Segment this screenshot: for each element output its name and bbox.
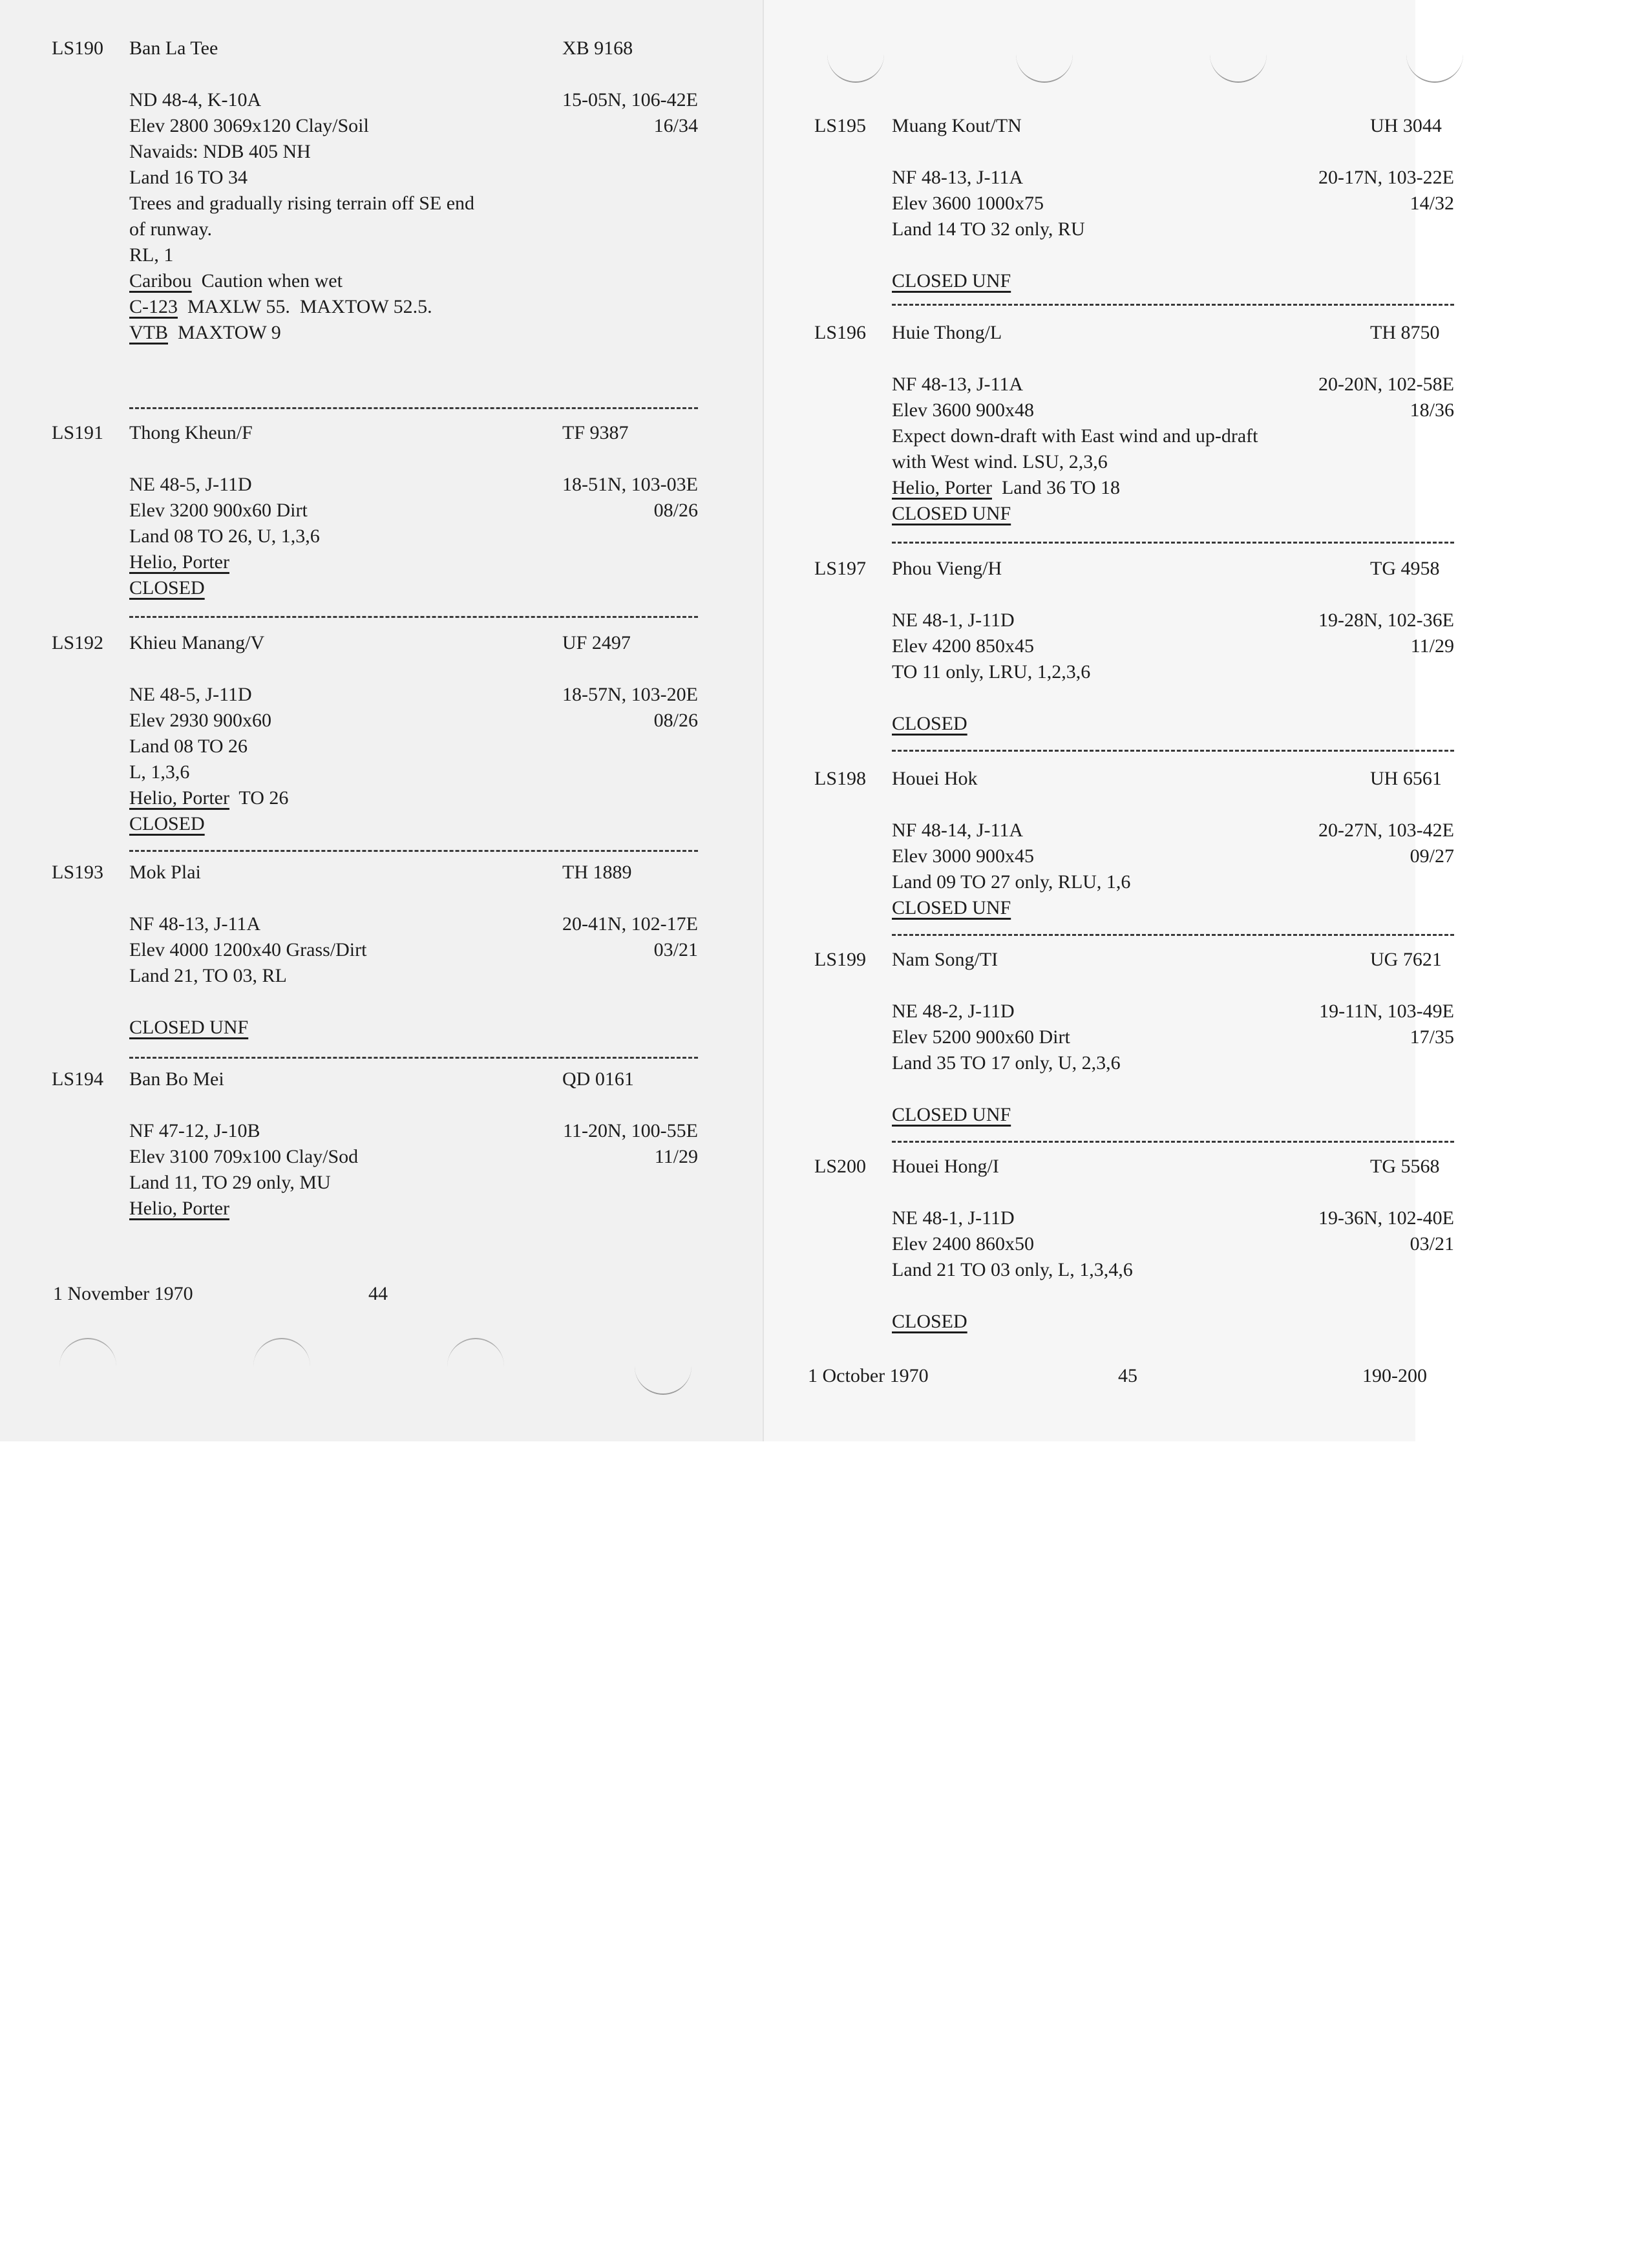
line-tail-text: Caution when wet [191,270,343,291]
right-column-value: 17/35 [1410,1026,1454,1048]
entry-line [892,1283,1454,1309]
underlined-text: Helio, Porter [892,477,992,498]
right-column-value: 16/34 [653,115,698,136]
entry-line [129,472,698,498]
entry-line [129,1196,698,1222]
site-name: Houei Hok [892,768,978,789]
entry-line [129,320,698,346]
underlined-text: CLOSED [129,813,205,834]
dashed-separator [129,616,698,618]
line-text: ND 48-4, K-10A [129,89,262,111]
entry-line [129,989,698,1015]
site-name: Thong Kheun/F [129,422,253,443]
entry-line [892,1102,1454,1128]
entry-line [892,869,1454,895]
right-column-value: 11-20N, 100-55E [563,1120,698,1141]
dashed-separator [129,407,698,409]
line-text: Elev 5200 900x60 Dirt [892,1026,1070,1048]
right-column-value: 18-57N, 103-20E [562,684,698,705]
site-id: LS199 [814,949,867,970]
line-text: Elev 2800 3069x120 Clay/Soil [129,115,369,136]
entry-line [892,685,1454,711]
site-name: Mok Plai [129,862,201,883]
grid-reference: TG 4958 [1370,558,1440,579]
entry-line [129,139,698,165]
line-text: Land 21, TO 03, RL [129,965,287,986]
entry-line [892,818,1454,843]
entry-line [892,423,1454,449]
grid-reference: QD 0161 [562,1068,634,1090]
right-column-value: 18/36 [1410,399,1454,421]
line-text: Elev 4000 1200x40 Grass/Dirt [129,939,367,960]
right-column-value: 08/26 [653,710,698,731]
entry-line [129,575,698,601]
airstrip-entry-ls194 [52,1066,698,1219]
site-name: Muang Kout/TN [892,115,1022,136]
line-text: with West wind. LSU, 2,3,6 [892,451,1108,472]
right-column-value: 09/27 [1410,845,1454,867]
line-text: NE 48-2, J-11D [892,1001,1015,1022]
line-text: NF 48-14, J-11A [892,820,1024,841]
entry-line [129,498,698,524]
line-text: NE 48-1, J-11D [892,609,1015,631]
line-tail-text: Land 36 TO 18 [991,477,1121,498]
dashed-separator [129,850,698,852]
line-tail-text: MAXLW 55. MAXTOW 52.5. [178,296,432,317]
entry-line [129,811,698,837]
airstrip-entry-ls199 [814,947,1454,1125]
line-text: Land 09 TO 27 only, RLU, 1,6 [892,871,1131,893]
entry-line [129,937,698,963]
entry-line [892,711,1454,737]
airstrip-entry-ls200 [814,1154,1454,1332]
line-text: Elev 3100 709x100 Clay/Sod [129,1146,359,1167]
entry-line [892,217,1454,242]
entry-line [892,191,1454,217]
entry-line [892,242,1454,268]
entry-line [892,372,1454,397]
grid-reference: TH 8750 [1370,322,1440,343]
dashed-separator [892,934,1454,936]
entry-line [892,1024,1454,1050]
airstrip-entry-ls193 [52,860,698,1038]
grid-reference: UG 7621 [1370,949,1442,970]
entry-line [892,165,1454,191]
grid-reference: UF 2497 [562,632,631,653]
underlined-text: Caribou [129,270,192,291]
right-column-value: 19-36N, 102-40E [1318,1207,1454,1229]
line-text: Land 08 TO 26, U, 1,3,6 [129,525,320,547]
entry-line [892,633,1454,659]
grid-reference: TG 5568 [1370,1156,1440,1177]
underlined-text: CLOSED UNF [892,270,1011,291]
entry-line [892,475,1454,501]
line-text: Elev 3600 900x48 [892,399,1034,421]
dashed-separator [892,304,1454,306]
line-text: RL, 1 [129,244,174,266]
entry-line [892,501,1454,527]
line-text: Elev 2400 860x50 [892,1233,1034,1255]
line-text: NF 47-12, J-10B [129,1120,260,1141]
underlined-text: CLOSED UNF [129,1017,249,1038]
site-id: LS190 [52,37,104,59]
entry-line [892,1257,1454,1283]
site-name: Huie Thong/L [892,322,1002,343]
line-text: Elev 3000 900x45 [892,845,1034,867]
line-text: Land 21 TO 03 only, L, 1,3,4,6 [892,1259,1133,1280]
underlined-text: Helio, Porter [129,1198,229,1219]
line-text: Land 08 TO 26 [129,736,248,757]
entry-line [129,165,698,191]
entry-line [892,895,1454,921]
line-text: Elev 3600 1000x75 [892,193,1044,214]
entry-line [129,708,698,734]
right-column-value: 20-27N, 103-42E [1318,820,1454,841]
grid-reference: TH 1889 [562,862,632,883]
site-name: Ban Bo Mei [129,1068,224,1090]
underlined-text: CLOSED [892,1311,967,1332]
site-id: LS198 [814,768,867,789]
site-id: LS200 [814,1156,867,1177]
line-text: Elev 3200 900x60 Dirt [129,500,308,521]
site-name: Houei Hong/I [892,1156,999,1177]
grid-reference: UH 3044 [1370,115,1442,136]
underlined-text: CLOSED UNF [892,1104,1011,1125]
line-text: Trees and gradually rising terrain off SE end [129,193,475,214]
right-column-value: 19-28N, 102-36E [1318,609,1454,631]
entry-line [892,1231,1454,1257]
site-name: Khieu Manang/V [129,632,265,653]
line-text: NE 48-1, J-11D [892,1207,1015,1229]
line-text: TO 11 only, LRU, 1,2,3,6 [892,661,1091,683]
line-text: Navaids: NDB 405 NH [129,141,311,162]
site-id: LS191 [52,422,104,443]
entry-line [129,759,698,785]
underlined-text: Helio, Porter [129,787,229,809]
line-text: Land 35 TO 17 only, U, 2,3,6 [892,1052,1121,1074]
site-name: Phou Vieng/H [892,558,1002,579]
entry-line [129,734,698,759]
site-id: LS192 [52,632,104,653]
dashed-separator [892,1141,1454,1143]
line-text: NE 48-5, J-11D [129,684,252,705]
entry-line [129,1118,698,1144]
line-text: Land 14 TO 32 only, RU [892,218,1085,240]
entry-line [892,449,1454,475]
airstrip-entry-ls197 [814,556,1454,734]
entry-line [129,785,698,811]
entry-line [129,1170,698,1196]
entry-line [892,268,1454,294]
entry-line [892,1076,1454,1102]
entry-line [129,549,698,575]
entry-line [129,294,698,320]
airstrip-entry-ls196 [814,320,1454,524]
dashed-separator [129,1057,698,1059]
entry-line [892,1050,1454,1076]
line-text: NF 48-13, J-11A [892,374,1024,395]
underlined-text: CLOSED UNF [892,503,1011,524]
left-footer-page-number: 44 [368,1283,388,1304]
entry-line [129,242,698,268]
entry-line [892,608,1454,633]
right-footer-page-number: 45 [1118,1365,1137,1386]
line-text: Elev 2930 900x60 [129,710,271,731]
underlined-text: CLOSED [129,577,205,599]
line-text: Land 11, TO 29 only, MU [129,1172,331,1193]
entry-line [892,1205,1454,1231]
right-column-value: 20-41N, 102-17E [562,913,698,935]
left-footer-date: 1 November 1970 [53,1283,193,1304]
line-text: Elev 4200 850x45 [892,635,1034,657]
entry-line [129,682,698,708]
entry-line [129,963,698,989]
underlined-text: C-123 [129,296,178,317]
entry-line [892,843,1454,869]
line-text: NF 48-13, J-11A [892,167,1024,188]
right-column-value: 20-20N, 102-58E [1318,374,1454,395]
line-text: L, 1,3,6 [129,761,190,783]
airstrip-entry-ls192 [52,630,698,834]
entry-line [892,999,1454,1024]
line-text: NF 48-13, J-11A [129,913,261,935]
line-text: NE 48-5, J-11D [129,474,252,495]
line-text: Expect down-draft with East wind and up-draft [892,425,1258,447]
airstrip-entry-ls190 [52,36,698,343]
underlined-text: Helio, Porter [129,551,229,573]
site-id: LS195 [814,115,867,136]
right-column-value: 11/29 [1410,635,1454,657]
grid-reference: UH 6561 [1370,768,1442,789]
right-column-value: 18-51N, 103-03E [562,474,698,495]
airstrip-entry-ls195 [814,113,1454,291]
dashed-separator [892,750,1454,752]
airstrip-entry-ls191 [52,420,698,599]
grid-reference: XB 9168 [562,37,633,59]
dashed-separator [892,542,1454,544]
entry-line [129,524,698,549]
right-column-value: 08/26 [653,500,698,521]
line-tail-text: TO 26 [229,787,289,809]
site-id: LS196 [814,322,867,343]
right-column-value: 03/21 [653,939,698,960]
line-text: of runway. [129,218,213,240]
right-column-value: 15-05N, 106-42E [562,89,698,111]
entry-line [129,1015,698,1041]
site-id: LS193 [52,862,104,883]
line-text: Land 16 TO 34 [129,167,248,188]
site-name: Ban La Tee [129,37,218,59]
entry-line [129,113,698,139]
underlined-text: VTB [129,322,168,343]
right-footer-date: 1 October 1970 [808,1365,929,1386]
right-column-value: 11/29 [654,1146,698,1167]
site-id: LS194 [52,1068,104,1090]
underlined-text: CLOSED UNF [892,897,1011,918]
entry-line [129,911,698,937]
site-id: LS197 [814,558,867,579]
entry-line [129,217,698,242]
grid-reference: TF 9387 [562,422,629,443]
right-column-value: 03/21 [1410,1233,1454,1255]
site-name: Nam Song/TI [892,949,998,970]
entry-line [129,268,698,294]
airstrip-entry-ls198 [814,766,1454,918]
entry-line [129,87,698,113]
entry-line [892,1309,1454,1335]
entry-line [892,659,1454,685]
entry-line [892,397,1454,423]
line-tail-text: MAXTOW 9 [168,322,281,343]
underlined-text: CLOSED [892,713,967,734]
right-column-value: 14/32 [1410,193,1454,214]
right-column-value: 19-11N, 103-49E [1319,1001,1454,1022]
right-footer-entry-range: 190-200 [1362,1365,1427,1386]
right-column-value: 20-17N, 103-22E [1318,167,1454,188]
entry-line [129,1144,698,1170]
entry-line [129,191,698,217]
